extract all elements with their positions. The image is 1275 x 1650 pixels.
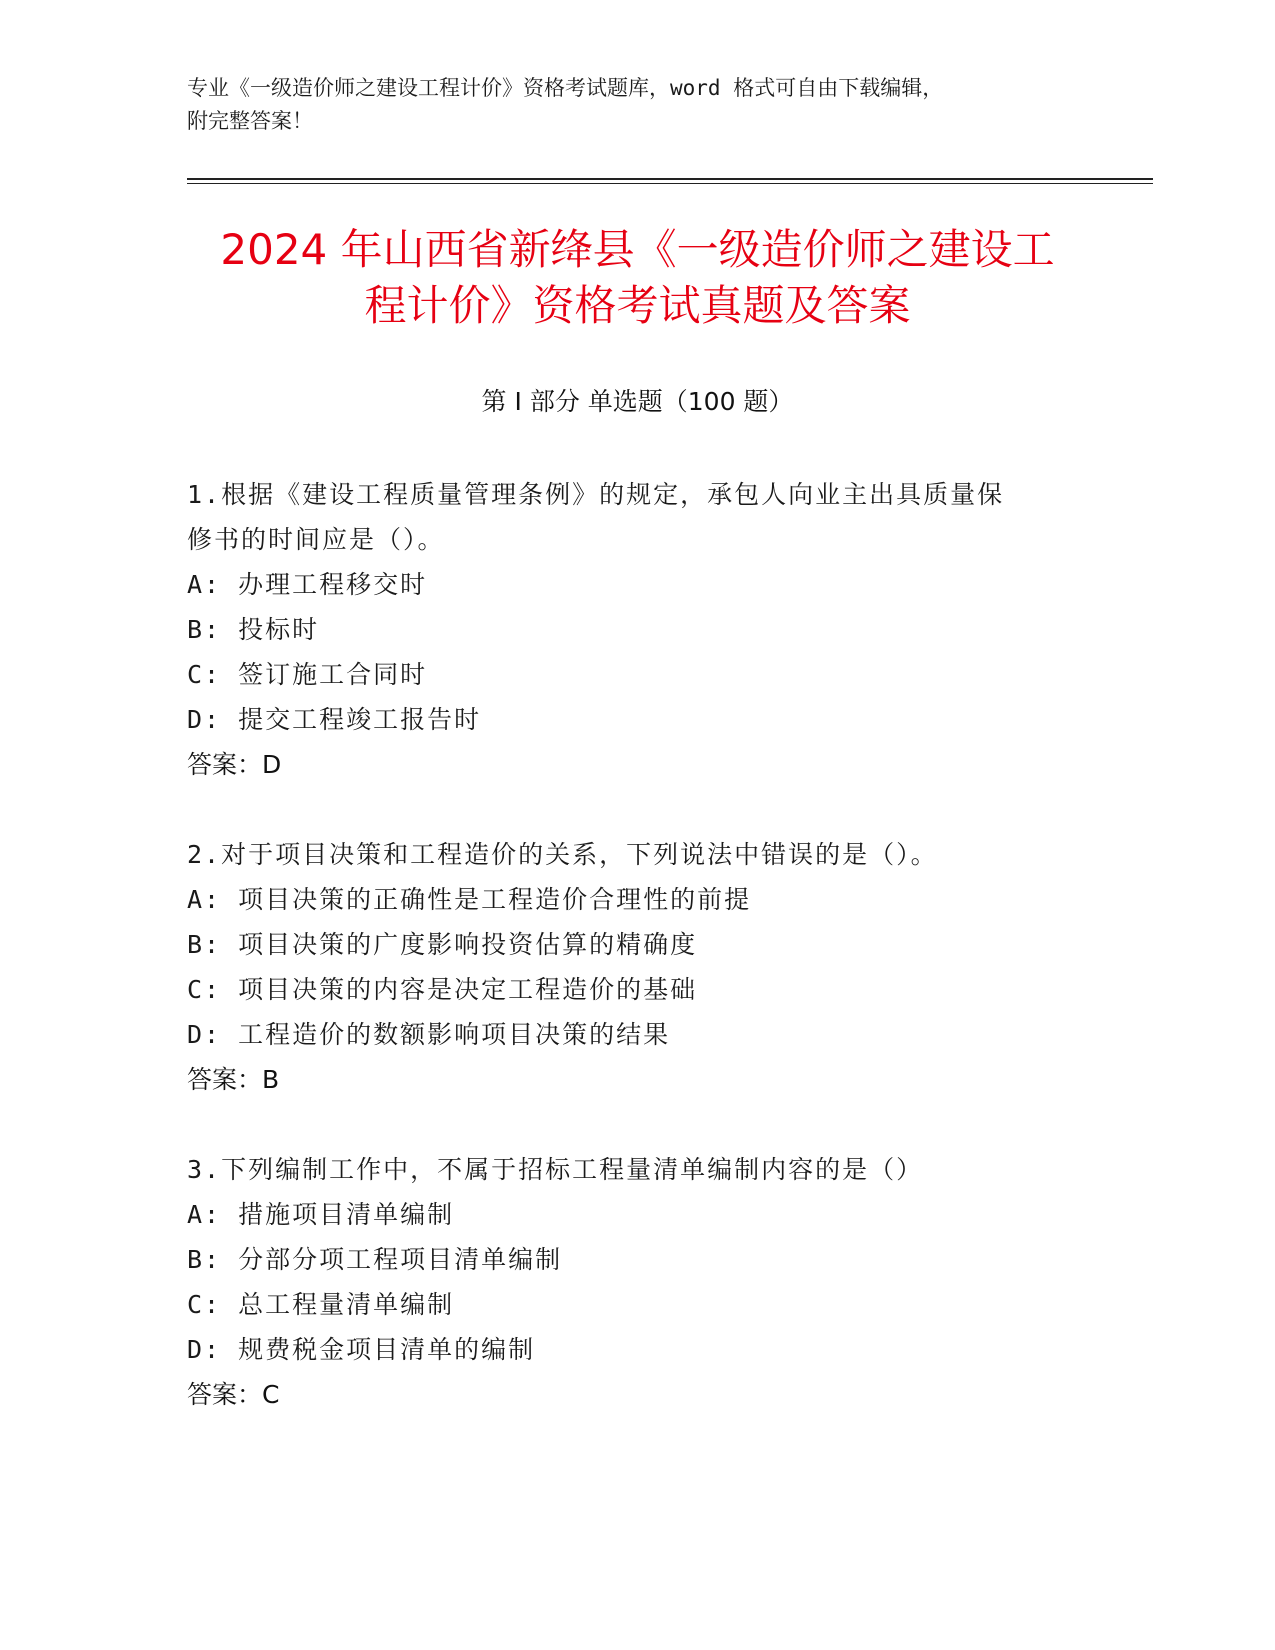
section-heading: 第 I 部分 单选题（100 题） bbox=[481, 387, 794, 416]
header-note-line-1: 专业《一级造价师之建设工程计价》资格考试题库，word 格式可自由下载编辑， bbox=[187, 76, 944, 100]
question-1 bbox=[187, 472, 1067, 787]
question-text-line: 2.对于项目决策和工程造价的关系，下列说法中错误的是（）。 bbox=[187, 840, 938, 869]
option-a: A: 办理工程移交时 bbox=[187, 570, 428, 599]
option-c: C: 项目决策的内容是决定工程造价的基础 bbox=[187, 975, 698, 1004]
question-3 bbox=[187, 1147, 1067, 1417]
document-title-line-1: 2024 年山西省新绛县《一级造价师之建设工 bbox=[220, 225, 1055, 274]
option-d: D: 规费税金项目清单的编制 bbox=[187, 1335, 536, 1364]
option-c: C: 签订施工合同时 bbox=[187, 660, 428, 689]
answer: 答案：C bbox=[187, 1380, 280, 1409]
question-text-line: 1.根据《建设工程质量管理条例》的规定，承包人向业主出具质量保 bbox=[187, 480, 1005, 509]
answer: 答案：D bbox=[187, 750, 282, 779]
document-title bbox=[150, 222, 1125, 334]
option-a: A: 项目决策的正确性是工程造价合理性的前提 bbox=[187, 885, 752, 914]
answer: 答案：B bbox=[187, 1065, 280, 1094]
option-c: C: 总工程量清单编制 bbox=[187, 1290, 455, 1319]
option-a: A: 措施项目清单编制 bbox=[187, 1200, 455, 1229]
question-2 bbox=[187, 832, 1067, 1102]
header-divider-thick bbox=[187, 178, 1153, 180]
option-b: B: 投标时 bbox=[187, 615, 320, 644]
option-b: B: 项目决策的广度影响投资估算的精确度 bbox=[187, 930, 698, 959]
question-text-line: 修书的时间应是（）。 bbox=[187, 525, 445, 554]
header-note bbox=[187, 72, 1087, 138]
question-text-line: 3.下列编制工作中，不属于招标工程量清单编制内容的是（） bbox=[187, 1155, 924, 1184]
header-divider-thin bbox=[187, 183, 1153, 184]
header-note-line-2: 附完整答案！ bbox=[187, 109, 313, 133]
document-title-line-2: 程计价》资格考试真题及答案 bbox=[364, 281, 911, 330]
option-d: D: 提交工程竣工报告时 bbox=[187, 705, 482, 734]
option-b: B: 分部分项工程项目清单编制 bbox=[187, 1245, 563, 1274]
question-list bbox=[187, 472, 1067, 1462]
option-d: D: 工程造价的数额影响项目决策的结果 bbox=[187, 1020, 671, 1049]
